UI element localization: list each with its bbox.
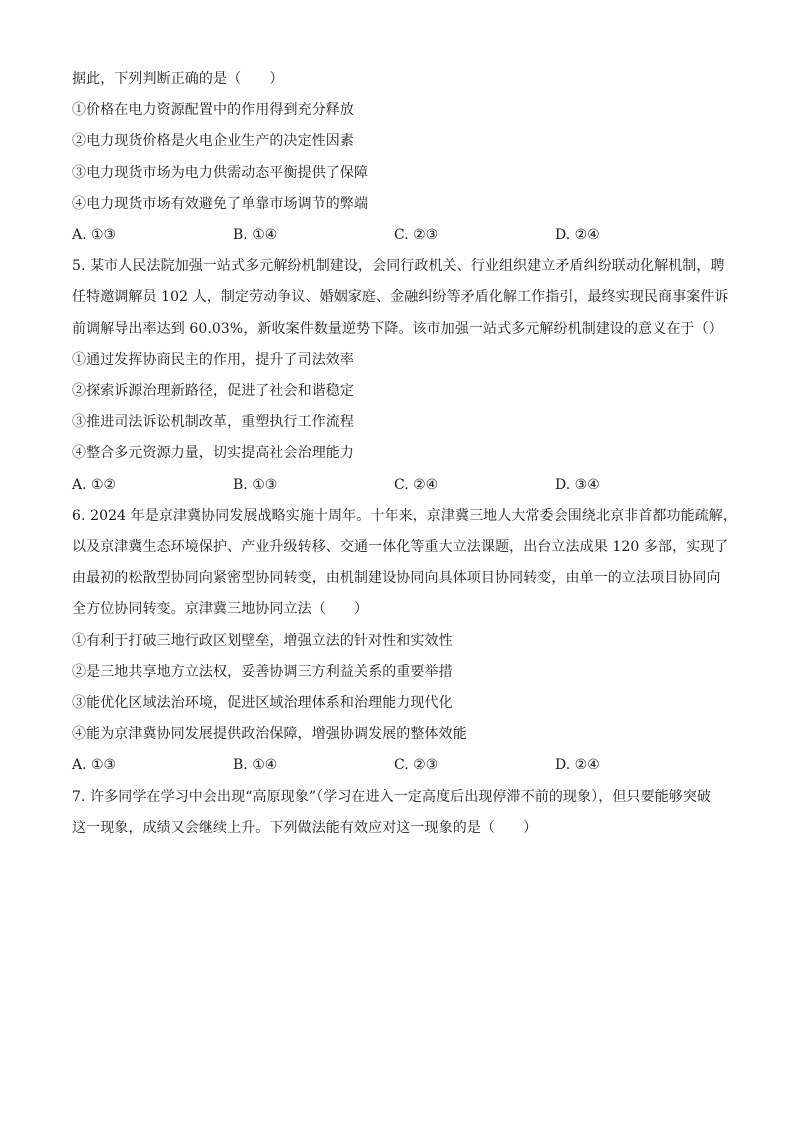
option-c: C. ②④ xyxy=(394,476,439,493)
question-stem-line: 5. 某市人民法院加强一站式多元解纷机制建设，会同行政机关、行业组织建立矛盾纠纷联动化解机制，聘 xyxy=(72,258,725,275)
question-7 xyxy=(72,782,720,844)
option-c: C. ②③ xyxy=(394,227,439,244)
answer-options xyxy=(72,220,720,251)
statement-2: ②探索诉源治理新路径，促进了社会和谐稳定 xyxy=(72,383,354,400)
option-d: D. ③④ xyxy=(555,476,600,493)
question-stem-line: 6. 2024 年是京津冀协同发展战略实施十周年。十年来，京津冀三地人大常委会围绕北京非首都功能疏解， xyxy=(72,507,737,524)
question-stem-line: 全方位协同转变。京津冀三地协同立法（ ） xyxy=(72,601,369,618)
statement-4: ④能为京津冀协同发展提供政治保障，增强协调发展的整体效能 xyxy=(72,726,467,743)
answer-options xyxy=(72,470,720,501)
question-stem-line: 7. 许多同学在学习中会出现“高原现象”（学习在进入一定高度后出现停滞不前的现象），但只要能够突破 xyxy=(72,788,712,805)
statement-4: ④电力现货市场有效避免了单靠市场调节的弊端 xyxy=(72,195,369,212)
statement-2: ②电力现货价格是火电企业生产的决定性因素 xyxy=(72,133,354,150)
option-d: D. ②④ xyxy=(555,757,600,774)
option-a: A. ①② xyxy=(72,476,117,493)
option-a: A. ①③ xyxy=(72,227,117,244)
question-stem: 据此，下列判断正确的是（ ） xyxy=(72,71,284,87)
statement-3: ③推进司法诉讼机制改革，重塑执行工作流程 xyxy=(72,414,354,431)
statement-1: ①价格在电力资源配置中的作用得到充分释放 xyxy=(72,102,354,119)
statement-1: ①通过发挥协商民主的作用，提升了司法效率 xyxy=(72,351,354,368)
question-stem-line: 这一现象，成绩又会继续上升。下列做法能有效应对这一现象的是（ ） xyxy=(72,819,538,836)
statement-4: ④整合多元资源力量，切实提高社会治理能力 xyxy=(72,445,354,462)
statement-3: ③能优化区域法治环境，促进区域治理体系和治理能力现代化 xyxy=(72,695,453,712)
option-b: B. ①③ xyxy=(233,476,278,493)
question-stem-line: 以及京津冀生态环境保护、产业升级转移、交通一体化等重大立法课题，出台立法成果 120 多部，实现了 xyxy=(72,539,729,556)
question-4 xyxy=(72,64,720,251)
question-6 xyxy=(72,501,737,782)
option-b: B. ①④ xyxy=(233,757,278,774)
option-a: A. ①③ xyxy=(72,757,117,774)
option-c: C. ②③ xyxy=(394,757,439,774)
answer-options xyxy=(72,750,720,781)
question-stem-line: 由最初的松散型协同向紧密型协同转变，由机制建设协同向具体项目协同转变，由单一的立法项目协同向 xyxy=(72,570,721,587)
option-d: D. ②④ xyxy=(555,227,600,244)
question-stem-line: 前调解导出率达到 60.03%，新收案件数量逆势下降。该市加强一站式多元解纷机制建设的意义在于（） xyxy=(72,320,723,337)
statement-2: ②是三地共享地方立法权，妥善协调三方利益关系的重要举措 xyxy=(72,663,453,680)
statement-3: ③电力现货市场为电力供需动态平衡提供了保障 xyxy=(72,164,369,181)
question-stem-line: 任特邀调解员 102 人，制定劳动争议、婚姻家庭、金融纠纷等矛盾化解工作指引，最终实现民商事案件诉 xyxy=(72,289,729,306)
option-b: B. ①④ xyxy=(233,227,278,244)
question-5 xyxy=(72,251,729,501)
statement-1: ①有利于打破三地行政区划壁垒，增强立法的针对性和实效性 xyxy=(72,632,453,649)
